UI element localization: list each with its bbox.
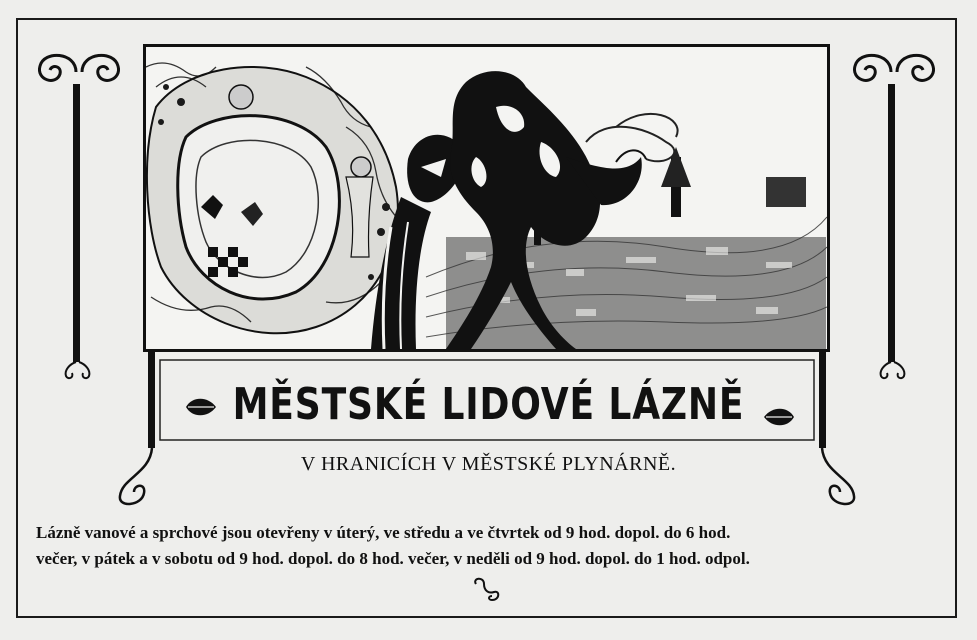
left-ornament-pillar — [34, 42, 128, 387]
illustration-panel — [143, 44, 830, 352]
opening-hours-line-2: večer, v pátek a v sobotu od 9 hod. dopol. do 8 hod. večer, v neděli od 9 hod. dopol. do 1 hod. odpol. — [36, 549, 750, 568]
right-ornament-pillar — [849, 42, 943, 387]
bath-allegory-illustration — [146, 47, 827, 349]
bottom-flourish-icon — [470, 576, 502, 604]
opening-hours-notice — [36, 520, 941, 572]
page-title: MĚSTSKÉ LIDOVÉ LÁZNĚ — [232, 379, 745, 430]
page-subtitle: V HRANICÍCH V MĚSTSKÉ PLYNÁRNĚ. — [300, 453, 677, 475]
opening-hours-line-1: Lázně vanové a sprchové jsou otevřeny v úterý, ve středu a ve čtvrtek od 9 hod. dopol. do 6 hod. — [36, 523, 731, 542]
